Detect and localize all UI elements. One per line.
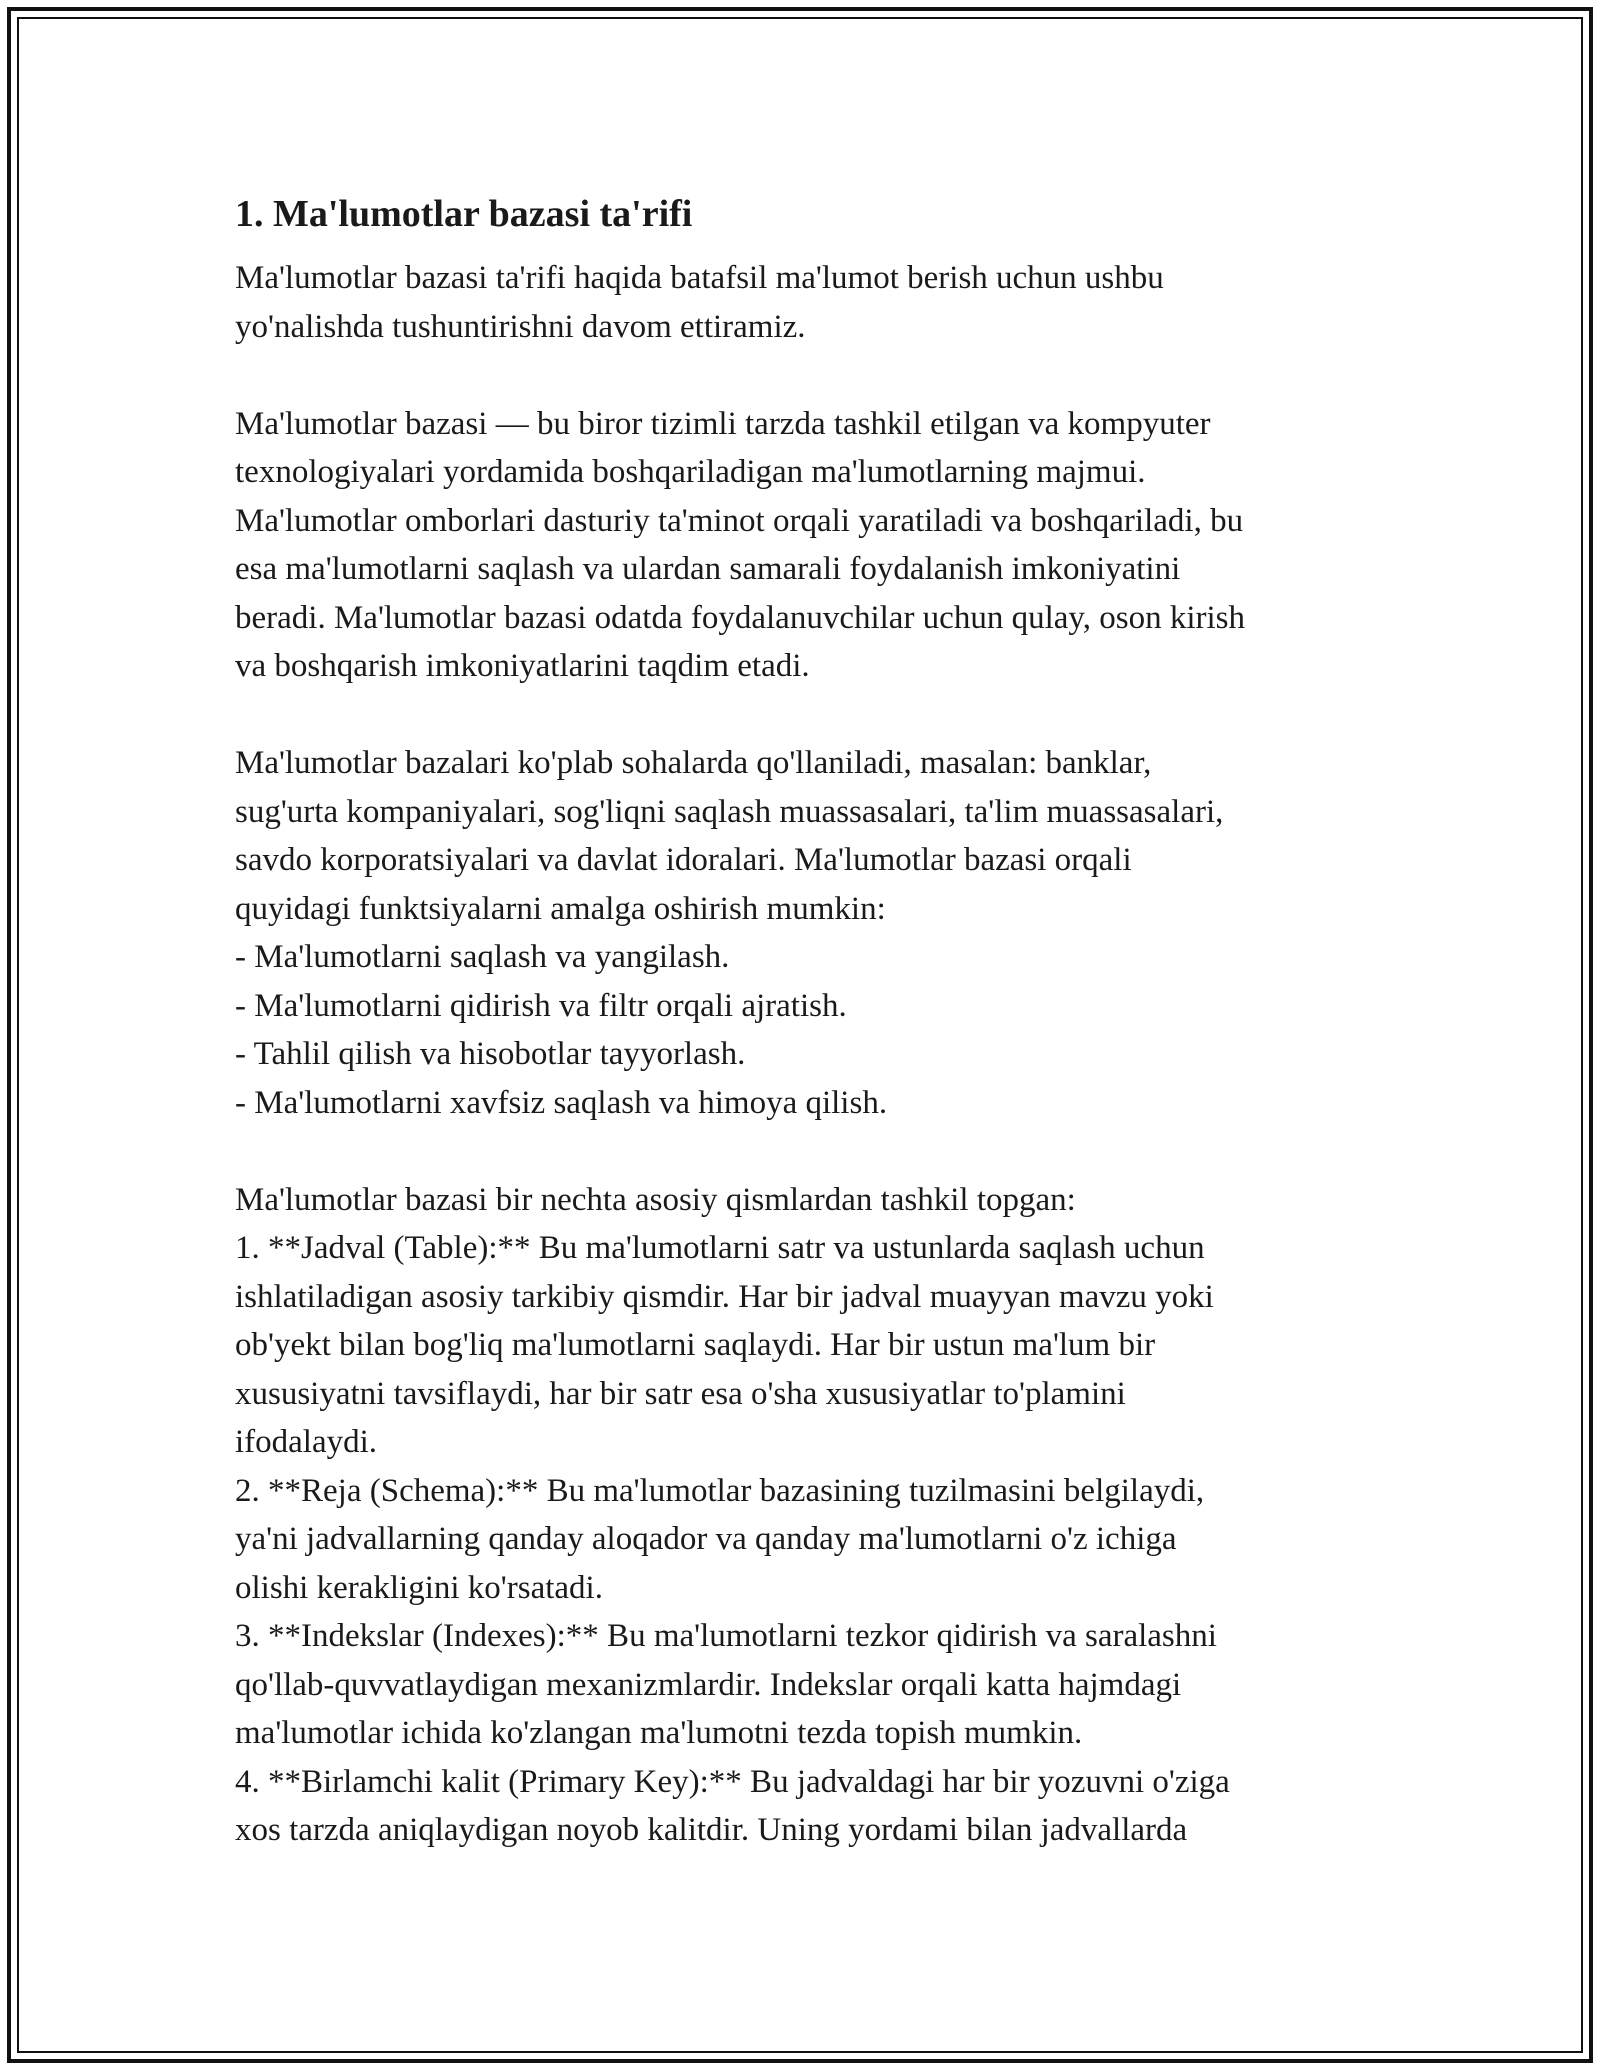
list-item: 1. **Jadval (Table):** Bu ma'lumotlarni satr va ustunlarda saqlash uchun [235, 1230, 1205, 1266]
list-item: 3. **Indekslar (Indexes):** Bu ma'lumotlarni tezkor qidirish va saralashni [235, 1618, 1217, 1654]
text-line: ma'lumotlar ichida ko'zlangan ma'lumotni tezda topish mumkin. [235, 1715, 1083, 1751]
paragraph-gap [235, 351, 1375, 400]
list-item: - Ma'lumotlarni qidirish va filtr orqali ajratish. [235, 987, 847, 1024]
text-line: esa ma'lumotlarni saqlash va ulardan samarali foydalanish imkoniyatini [235, 551, 1181, 587]
list-item: 2. **Reja (Schema):** Bu ma'lumotlar bazasining tuzilmasini belgilaydi, [235, 1472, 1205, 1509]
components-paragraph [235, 1176, 1375, 1855]
intro-paragraph [235, 254, 1375, 351]
text-line: xususiyatni tavsiflaydi, har bir satr esa o'sha xususiyatlar to'plamini [235, 1375, 1126, 1412]
text-line: ob'yekt bilan bog'liq ma'lumotlarni saqlaydi. Har bir ustun ma'lum bir [235, 1327, 1156, 1363]
text-line: beradi. Ma'lumotlar bazasi odatda foydalanuvchilar uchun qulay, oson kirish [235, 599, 1246, 636]
list-item: - Ma'lumotlarni saqlash va yangilash. [235, 939, 730, 975]
text-line: yo'nalishda tushuntirishni davom ettiramiz. [235, 308, 806, 345]
text-line: ya'ni jadvallarning qanday aloqador va qanday ma'lumotlarni o'z ichiga [235, 1521, 1177, 1557]
text-line: ifodalaydi. [235, 1424, 378, 1460]
list-item: 4. **Birlamchi kalit (Primary Key):** Bu jadvaldagi har bir yozuvni o'ziga [235, 1763, 1230, 1800]
list-item: - Ma'lumotlarni xavfsiz saqlash va himoya qilish. [235, 1084, 888, 1121]
text-line: savdo korporatsiyalari va davlat idoralari. Ma'lumotlar bazasi orqali [235, 842, 1132, 878]
text-line: Ma'lumotlar omborlari dasturiy ta'minot orqali yaratiladi va boshqariladi, bu [235, 502, 1244, 539]
text-line: va boshqarish imkoniyatlarini taqdim etadi. [235, 648, 810, 684]
text-line: xos tarzda aniqlaydigan noyob kalitdir. Uning yordami bilan jadvallarda [235, 1812, 1188, 1848]
text-line: Ma'lumotlar bazasi — bu biror tizimli tarzda tashkil etilgan va kompyuter [235, 405, 1211, 442]
text-line: quyidagi funktsiyalarni amalga oshirish mumkin: [235, 890, 886, 927]
text-line: Ma'lumotlar bazasi ta'rifi haqida batafsil ma'lumot berish uchun ushbu [235, 260, 1164, 296]
text-line: qo'llab-quvvatlaydigan mexanizmlardir. Indekslar orqali katta hajmdagi [235, 1666, 1182, 1703]
text-line: sug'urta kompaniyalari, sog'liqni saqlash muassasalari, ta'lim muassasalari, [235, 793, 1224, 830]
section-title: 1. Ma'lumotlar bazasi ta'rifi [235, 193, 693, 235]
list-item: - Tahlil qilish va hisobotlar tayyorlash. [235, 1036, 746, 1072]
text-line: Ma'lumotlar bazasi bir nechta asosiy qismlardan tashkil topgan: [235, 1181, 1076, 1218]
paragraph-gap [235, 1127, 1375, 1176]
text-line: olishi kerakligini ko'rsatadi. [235, 1569, 603, 1606]
text-line: ishlatiladigan asosiy tarkibiy qismdir. Har bir jadval muayyan mavzu yoki [235, 1278, 1214, 1315]
document-content [235, 188, 1375, 1855]
definition-paragraph [235, 400, 1375, 691]
text-line: texnologiyalari yordamida boshqariladigan ma'lumotlarning majmui. [235, 454, 1146, 490]
paragraph-gap [235, 691, 1375, 740]
text-line: Ma'lumotlar bazalari ko'plab sohalarda qo'llaniladi, masalan: banklar, [235, 745, 1152, 781]
usage-paragraph [235, 739, 1375, 1127]
